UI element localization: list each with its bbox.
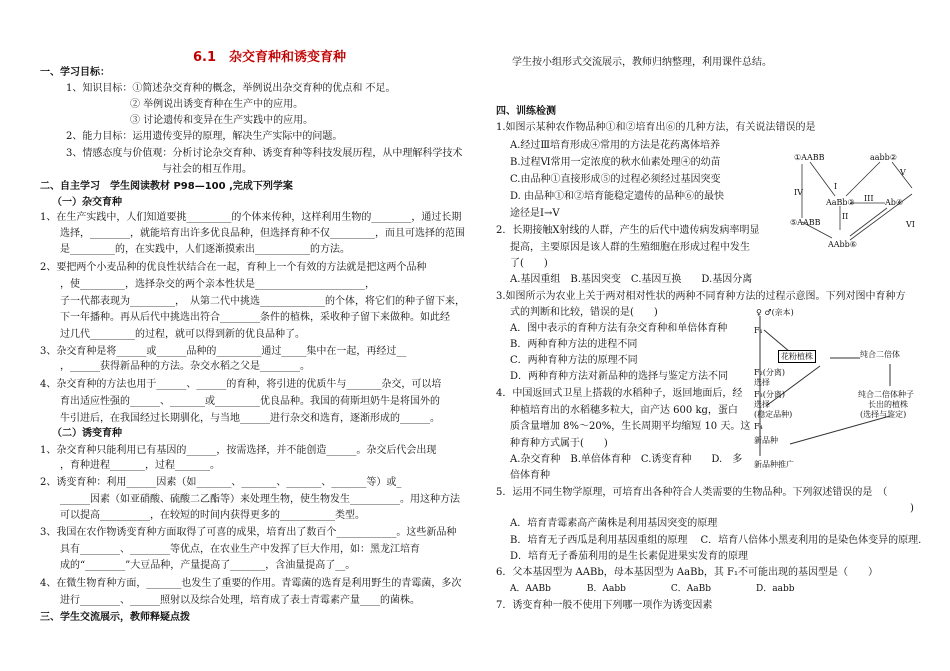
right-line: 质含量增加 8%～20%，生长周期平均缩短 10 天。这 (510, 421, 751, 432)
right-line: 5．运用不同生物学原理，可培育出各种符合人类需要的生物品种。下列叙述错误的是 （ (496, 487, 888, 498)
route-2: II (842, 212, 849, 221)
left-line: 选择，________，就能培育出许多优良品种，但选择育种不仅_________，而且可选择的范围 (60, 228, 465, 239)
left-line: （二）诱变育种 (52, 428, 122, 439)
left-line: 1、杂交育种只能利用已有基因的______，按需选择，并不能创造______。杂交后代会出现 (40, 445, 437, 456)
node-3: AaBb③ (826, 198, 855, 207)
left-line: 3、我国在农作物诱变育种方面取得了可喜的成果，培育出了数百个____________。这些新品种 (40, 527, 457, 538)
right-line: A.基因重组 B.基因突变 C.基因互换 D.基因分离 (510, 274, 753, 285)
left-line: 牛引进后，在我国经过长期驯化，与当地______进行杂交和选育，逐渐形成的______。 (60, 413, 440, 424)
left-line: 3、杂交育种是将______或______品种的_________通过_____集中在一起，再经过__ (40, 346, 407, 357)
route-3: III (864, 194, 874, 203)
grown-plant-label: 长出的植株 (868, 400, 908, 409)
right-line: A.杂交育种 B.单倍体育种 C.诱变育种 D. 多 (510, 454, 743, 465)
left-line: 4、杂交育种的方法也用于______、______的育种，将引进的优质牛与_______杂交，可以培 (40, 379, 442, 390)
left-line: ③ 讨论遗传和变异在生产实践中的应用。 (130, 115, 314, 126)
right-line: A．图中表示的育种方法有杂交育种和单倍体育种 (510, 323, 728, 334)
select1-label: 选择 (754, 378, 770, 387)
route-6: VI (906, 220, 915, 229)
left-line: 4、在微生物育种方面，_______也发生了重要的作用。青霉菌的选育是利用野生的青霉菌，多次 (40, 578, 462, 589)
left-line: 二、自主学习 学生阅读教材 P98—100 ,完成下列学案 (40, 181, 293, 192)
left-line: 过几代_________的过程，就可以得到新的优良品种了。 (60, 329, 305, 340)
right-line: 4．中国返回式卫星上搭载的水稻种子，返回地面后，经 (496, 388, 743, 399)
left-line: 2、诱变育种：利用______因素（如_______、_______、_______、_______等）或_ (40, 477, 402, 488)
selection-label: (选择与鉴定) (860, 410, 907, 419)
left-line: ，育种进程_______，过程_______。 (60, 460, 220, 471)
left-line: 成的“________”大豆品种，产量提高了_______，含油量提高了__。 (60, 560, 356, 571)
right-line: 了( ) (510, 258, 548, 269)
right-line: 种育种方式属于( ) (510, 438, 608, 449)
page-title: 6.1 杂交育种和诱变育种 (193, 50, 347, 65)
right-line: C.由品种①直接形成⑤的过程必须经过基因突变 (510, 174, 721, 185)
left-line: 2、能力目标：运用遗传变异的原理，解决生产实际中的问题。 (66, 131, 343, 142)
right-line: ) (910, 503, 914, 514)
breeding-diagram-1 (790, 148, 950, 258)
left-line: 进行________、______照射以及综合处理，培育成了表士青霉素产量____的菌株。 (60, 595, 420, 606)
parents-label: ♀ ♂(亲本) (756, 308, 794, 317)
left-line: （一）杂交育种 (52, 197, 122, 208)
left-line: ，使_________，选择杂交的两个亲本性状是______________________， (60, 279, 375, 290)
node-1: ①AABB (794, 153, 825, 162)
right-line: 提高，主要原因是该人群的生殖细胞在形成过程中发生 (510, 242, 750, 253)
left-line: 3、情感态度与价值观：分析讨论杂交育种、诱变育种等科技发展历程，从中理解科学技术 (66, 148, 463, 159)
left-line: 育出适应性强的______、_______或_________优良品种。我国的荷斯坦奶牛是将国外的 (60, 396, 440, 407)
route-5: V (900, 168, 906, 177)
left-line: 下一年播种。再从后代中挑选出符合________条件的植株，采收种子留下来做种。如此经 (60, 312, 450, 323)
left-line: 2、要把两个小麦品种的优良性状结合在一起，育种上一个有效的方法就是把这两个品种 (40, 262, 427, 273)
right-line: 四、训练检测 (496, 106, 556, 117)
diagram1-arrows (790, 148, 945, 258)
right-line: A．培育青霉素高产菌株是利用基因突变的原理 (510, 518, 718, 529)
left-line: ，______获得新品种的方法。杂交水稻之父是________。 (60, 361, 310, 372)
stable-label: (稳定品种) (754, 410, 793, 419)
right-line: 3.如图所示为农业上关于两对相对性状的两种不同育种方法的过程示意图。下列对图中育种方 (496, 291, 906, 302)
diagram2-arrows (750, 306, 945, 471)
promotion-label: 新品种推广 (754, 460, 794, 469)
right-line: A.经过Ⅲ培育形成④常用的方法是花药离体培养 (510, 140, 721, 151)
left-line: ______因素（如亚硝酸、硫酸二乙酯等）来处理生物，使生物发生__________。用这种方法 (60, 494, 460, 505)
f3-label: F₃(分离) (754, 390, 785, 399)
f2-label: F₂(分离) (754, 368, 785, 377)
right-line: D．两种育种方法对新品种的选择与鉴定方法不同 (510, 371, 729, 382)
right-line: 2．长期接触X射线的人群，产生的后代中遗传病发病率明显 (496, 225, 760, 236)
node-4: Ab④ (885, 198, 904, 207)
right-line: 7．诱变育种一般不使用下列哪一项作为诱变因素 (496, 600, 713, 611)
right-line: D．培育无子番茄利用的是生长素促进果实发育的原理 (510, 551, 749, 562)
new-variety-label: 新品种 (754, 436, 778, 445)
left-line: 与社会的相互作用。 (162, 164, 252, 175)
haploid-label: 纯合二倍体 (860, 350, 900, 359)
left-line: 1、在生产实践中，人们知道要挑_________的个体来传种，这样利用生物的________，通过长期 (40, 212, 462, 223)
breeding-diagram-2 (750, 306, 945, 471)
right-line: 6．父本基因型为 AABb，母本基因型为 AaBb，其 F₁不可能出现的基因型是（ ） (496, 567, 878, 578)
left-line: ② 举例说出诱变育种在生产中的应用。 (130, 99, 304, 110)
route-1: I (834, 182, 838, 191)
right-line: B．两种育种方法的进程不同 (510, 339, 638, 350)
right-line: 途径是Ⅰ→Ⅴ (510, 208, 560, 219)
right-line: 1.如图示某种农作物品种①和②培育出⑥的几种方法，有关说法错误的是 (496, 122, 816, 133)
left-line: 一、学习目标： (40, 67, 110, 78)
right-line: D. 由品种①和②培育能稳定遗传的品种⑥的最快 (510, 191, 725, 202)
node-2: aabb② (870, 153, 897, 162)
node-6: AAbb⑥ (828, 240, 857, 249)
right-line: 学生按小组形式交流展示，教师归纳整理，利用课件总结。 (512, 57, 772, 68)
right-line: A．AABb B．Aabb C．AaBb D．aabb (510, 584, 795, 594)
left-line: 三、学生交流展示，教师释疑点拨 (40, 612, 190, 623)
right-line: 式的判断和比较，错误的是( ) (510, 307, 658, 318)
right-line: C．两种育种方法的原理不同 (510, 355, 638, 366)
right-line: 倍体育种 (510, 470, 550, 481)
right-line: B.过程Ⅵ常用一定浓度的秋水仙素处理④的幼苗 (510, 157, 721, 168)
f4-label: F₄ (754, 422, 763, 431)
right-line: 种植培育出的水稻穗多粒大，亩产达 600 kg，蛋白 (510, 405, 738, 416)
route-4: IV (794, 188, 803, 197)
right-line: B．培育无子西瓜是利用基因重组的原理 C．培育八倍体小黑麦利用的是染色体变异的原理. (510, 535, 922, 546)
left-line: 可以提高__________，在较短的时间内获得更多的___________类型。 (60, 510, 365, 521)
haploid-seed-label: 纯合二倍体种子 (858, 390, 914, 399)
node-5: ⑤AABB (790, 218, 821, 227)
pollen-plant-box: 花粉植株 (778, 350, 816, 363)
left-line: 具有________、________等优点，在农业生产中发挥了巨大作用，如：黑龙江培育 (60, 544, 420, 555)
left-line: 子一代都表现为_________， 从第二代中挑选_____________的个体，将它们的种子留下来， (60, 296, 465, 307)
f1-label: F₁ (754, 326, 763, 335)
left-line: 是_________的，在实践中，人们逐渐摸索出___________的方法。 (60, 244, 350, 255)
select2-label: 选择 (754, 400, 770, 409)
left-line: 1、知识目标：①简述杂交育种的概念，举例说出杂交育种的优点和 不足。 (66, 83, 396, 94)
